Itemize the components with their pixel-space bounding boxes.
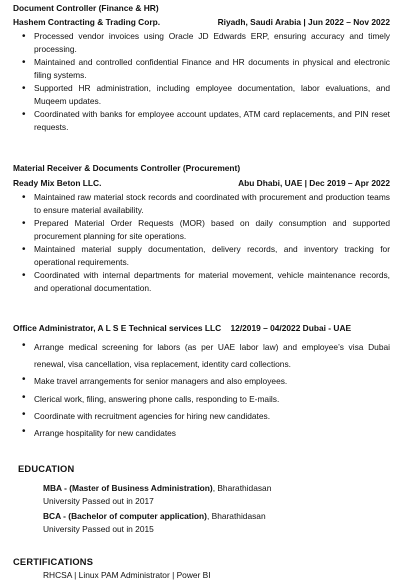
certifications-text: RHCSA | Linux PAM Administrator | Power BI bbox=[43, 570, 211, 581]
location-dates: Riyadh, Saudi Arabia | Jun 2022 – Nov 2022 bbox=[217, 17, 390, 28]
list-item: • Clerical work, filing, answering phone calls, responding to E-mails. bbox=[34, 391, 390, 408]
job-section bbox=[13, 322, 390, 442]
list-item: • Arrange medical screening for labors (as per UAE labor law) and employee’s visa Dubai renewal, visa cancellation, visa replacement, identity card collections. bbox=[34, 339, 390, 373]
job-section bbox=[13, 162, 390, 295]
list-item: • Processed vendor invoices using Oracle JD Edwards ERP, ensuring accuracy and timely processing. bbox=[34, 30, 390, 56]
school-name: , Bharathidasan bbox=[206, 511, 266, 522]
bullet-list bbox=[13, 30, 390, 134]
list-item: • Coordinated with banks for employee account updates, ATM card replacements, and PIN reset requests. bbox=[34, 108, 390, 134]
job-role: Material Receiver & Documents Controller (Procurement) bbox=[13, 163, 241, 173]
degree-name: MBA - (Master of Business Administration) bbox=[43, 483, 213, 494]
bullet-list bbox=[13, 191, 390, 295]
company-name: Hashem Contracting & Trading Corp. bbox=[13, 17, 161, 28]
bullet-list bbox=[13, 339, 390, 442]
list-item: • Prepared Material Order Requests (MOR) based on daily consumption and supported procurement planning for site operations. bbox=[34, 217, 390, 243]
list-item: • Maintained raw material stock records and coordinated with procurement and production teams to ensure material availability. bbox=[34, 191, 390, 217]
job-role: Document Controller (Finance & HR) bbox=[13, 3, 159, 13]
certifications-section bbox=[13, 555, 390, 582]
list-item: • Arrange hospitality for new candidates bbox=[34, 425, 390, 442]
degree-name: BCA - (Bachelor of computer application) bbox=[43, 511, 207, 522]
education-note: University Passed out in 2017 bbox=[43, 496, 154, 507]
job-section bbox=[13, 2, 390, 134]
job-header-row bbox=[13, 16, 390, 29]
certifications-heading: CERTIFICATIONS bbox=[13, 557, 94, 567]
list-item: • Maintained and controlled confidential Finance and HR documents in physical and electronic filing systems. bbox=[34, 56, 390, 82]
list-item: • Supported HR administration, including employee documentation, labor evaluations, and Muqeem updates. bbox=[34, 82, 390, 108]
location-dates: Abu Dhabi, UAE | Dec 2019 – Apr 2022 bbox=[238, 178, 390, 189]
list-item: • Maintained material supply documentation, delivery records, and inventory tracking for operational requirements. bbox=[34, 243, 390, 269]
job-role: Office Administrator, A L S E Technical services LLC 12/2019 – 04/2022 Dubai - UAE bbox=[13, 323, 352, 333]
list-item: • Coordinated with internal departments for material movement, vehicle maintenance records, and operational documentation. bbox=[34, 269, 390, 295]
education-item bbox=[18, 482, 390, 508]
education-section bbox=[18, 462, 390, 536]
job-header-row bbox=[13, 177, 390, 190]
school-name: , Bharathidasan bbox=[212, 483, 272, 494]
education-item bbox=[18, 510, 390, 536]
list-item: • Coordinate with recruitment agencies for hiring new candidates. bbox=[34, 408, 390, 425]
company-name: Ready Mix Beton LLC. bbox=[13, 178, 102, 189]
education-note: University Passed out in 2015 bbox=[43, 524, 154, 535]
list-item: • Make travel arrangements for senior managers and also employees. bbox=[34, 373, 390, 390]
education-heading: EDUCATION bbox=[18, 464, 75, 474]
